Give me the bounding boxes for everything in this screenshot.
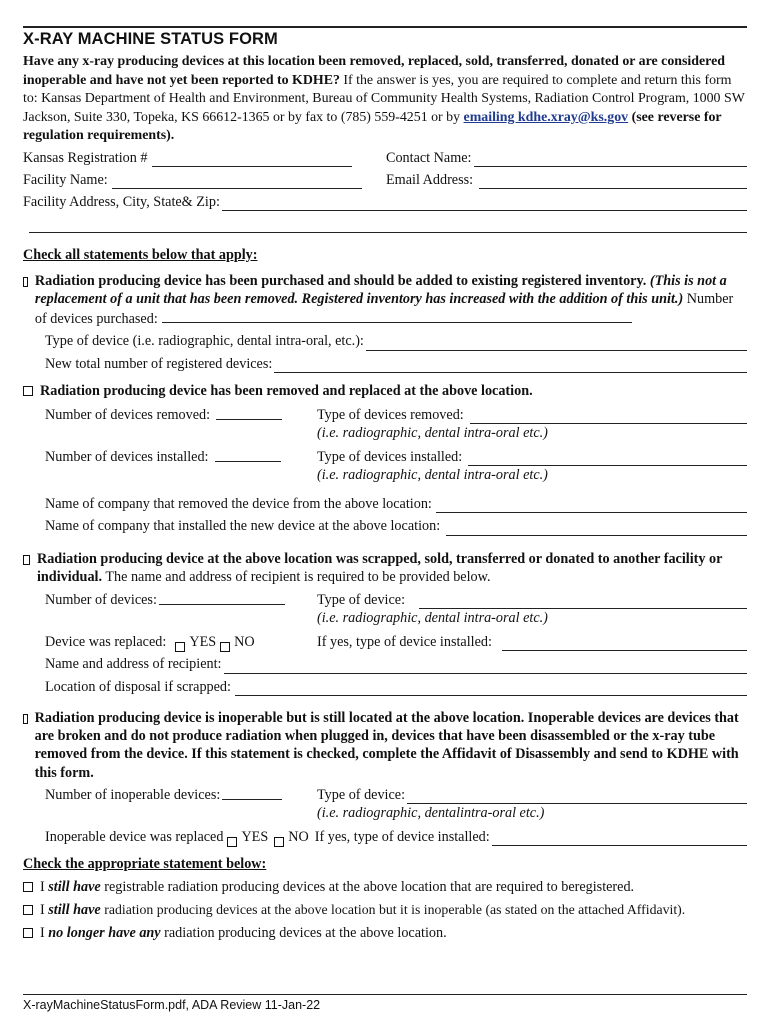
type-installed-label: Type of devices installed: [317, 448, 463, 465]
title-bar [23, 26, 747, 49]
inop-no-label: NO [288, 829, 309, 846]
check-all-heading: Check all statements below that apply: [23, 246, 258, 263]
statement-1-emph: still have [48, 879, 101, 896]
statement-2-checkbox[interactable] [23, 905, 33, 915]
inop-type-label: Type of device: [317, 786, 406, 803]
statement-2 [23, 902, 747, 919]
total-field[interactable] [274, 359, 747, 373]
num-removed-label: Number of devices removed: [45, 406, 211, 423]
inop-yes-checkbox[interactable] [227, 837, 237, 847]
type-removed-field[interactable] [470, 410, 747, 424]
purchased-type-field[interactable] [366, 337, 747, 351]
num-removed-field[interactable] [216, 406, 282, 420]
statement-1 [23, 879, 747, 896]
statement-3-checkbox[interactable] [23, 928, 33, 938]
intro-paragraph [23, 53, 747, 146]
address-row-2 [23, 219, 747, 233]
check-one-heading: Check the appropriate statement below: [23, 856, 267, 873]
address-row [23, 194, 747, 211]
co-removed-field[interactable] [436, 499, 747, 513]
registration-label: Kansas Registration # [23, 149, 148, 166]
disposal-field[interactable] [235, 682, 747, 696]
inop-replaced-label: Inoperable device was replaced [45, 829, 224, 846]
type-removed-hint: (i.e. radiographic, dental intra-oral etc.) [317, 425, 548, 442]
recipient-field[interactable] [224, 660, 748, 674]
total-label: New total number of registered devices: [45, 355, 273, 372]
co-installed-field[interactable] [446, 522, 747, 536]
transferred-note: The name and address of recipient is required to be provided below. [105, 569, 491, 586]
disposal-label: Location of disposal if scrapped: [45, 678, 231, 695]
type-installed-field[interactable] [468, 452, 747, 466]
inop-type-hint: (i.e. radiographic, dentalintra-oral etc.) [317, 805, 545, 822]
inop-type-field[interactable] [407, 790, 747, 804]
reverse-note: (see reverse for regulation requirements). [23, 109, 722, 144]
inop-ifyes-label: If yes, type of device installed: [314, 829, 490, 846]
inop-yes-label: YES [241, 829, 269, 846]
inoperable-text: Radiation producing device is inoperable but is still located at the above location. Inoperable devices are devices that are broken and do not produce radiation when plugged in, devices that have been disassembled or the x-ray tube removed from the device. If this statement is checked, complete the Affidavit of Disassembly and send to KDHE with this form. [34, 710, 739, 781]
replaced-checkbox[interactable] [23, 386, 33, 396]
statement-2-emph: still have [48, 902, 101, 919]
purchased-checkbox[interactable] [23, 277, 28, 287]
inop-ifyes-field[interactable] [492, 832, 747, 846]
inoperable-checkbox[interactable] [23, 714, 28, 724]
registration-row [23, 150, 747, 167]
type-installed-hint: (i.e. radiographic, dental intra-oral etc.) [317, 467, 548, 484]
footer [23, 994, 747, 1012]
statement-1-text: registrable radiation producing devices at the above location that are required to beregistered. [104, 879, 635, 896]
purchased-num-label: Number of devices purchased: [34, 291, 734, 327]
replaced-heading: Radiation producing device has been removed and replaced at the above location. [40, 383, 533, 400]
transfer-type-hint: (i.e. radiographic, dental intra-oral etc.) [317, 609, 548, 626]
num-installed-label: Number of devices installed: [45, 448, 209, 465]
contact-field[interactable] [474, 153, 748, 167]
inop-num-field[interactable] [222, 786, 282, 800]
transfer-num-field[interactable] [159, 591, 285, 605]
statement-3 [23, 925, 747, 942]
registration-field[interactable] [152, 153, 352, 167]
statement-1-checkbox[interactable] [23, 882, 33, 892]
intro-instructions: If the answer is yes, you are required to complete and return this form to: Kansas Department of Health and Environment, Bureau of Community Health Systems, Radiation Control Program, 1000 SW Jackson, Suite 330, Topeka, KS 66612-1365 or by fax to (785) 559-4251 or by [23, 72, 745, 125]
purchased-type-label: Type of device (i.e. radiographic, dental intra-oral, etc.): [45, 333, 364, 350]
co-installed-label: Name of company that installed the new device at the above location: [45, 518, 441, 535]
section-replaced [23, 382, 747, 536]
address-field-2[interactable] [29, 219, 747, 233]
facility-field[interactable] [112, 175, 362, 189]
facility-label: Facility Name: [23, 171, 108, 188]
replaced-yes-label: YES [189, 634, 217, 651]
email-link[interactable]: emailing kdhe.xray@ks.gov [463, 109, 629, 125]
transferred-text: Radiation producing device at the above location was scrapped, sold, transferred or donated to another facility or individual. [36, 550, 723, 586]
purchased-num-field[interactable] [162, 309, 632, 323]
device-replaced-label: Device was replaced: [45, 634, 167, 651]
purchased-text: Radiation producing device has been purchased and should be added to existing registered inventory. [34, 272, 647, 289]
inop-no-checkbox[interactable] [274, 837, 284, 847]
intro-question: Have any x-ray producing devices at this location been removed, replaced, sold, transferred, donated or are considered inoperable and have not yet been reported to KDHE? [23, 54, 725, 88]
recipient-label: Name and address of recipient: [45, 656, 222, 673]
statement-2-pre: I [40, 902, 45, 919]
statement-3-text: radiation producing devices at the above location. [164, 925, 447, 942]
form-page [23, 26, 747, 942]
facility-row [23, 172, 747, 189]
email-field[interactable] [479, 175, 747, 189]
transfer-type-field[interactable] [419, 595, 747, 609]
contact-label: Contact Name: [386, 149, 472, 166]
section-transferred [23, 550, 747, 696]
inop-num-label: Number of inoperable devices: [45, 786, 221, 803]
statement-3-pre: I [40, 925, 45, 942]
statement-1-pre: I [40, 879, 45, 896]
page-title: X-RAY MACHINE STATUS FORM [23, 30, 278, 48]
replaced-yes-checkbox[interactable] [175, 642, 185, 652]
transfer-ifyes-field[interactable] [502, 637, 747, 651]
transfer-ifyes-label: If yes, type of device installed: [317, 634, 492, 651]
statement-3-emph: no longer have any [48, 925, 161, 942]
address-label: Facility Address, City, State& Zip: [23, 193, 220, 210]
replaced-no-label: NO [234, 634, 255, 651]
section-purchased [23, 272, 747, 374]
num-installed-field[interactable] [215, 448, 281, 462]
footer-text: X-rayMachineStatusForm.pdf, ADA Review 11-Jan-22 [23, 998, 321, 1012]
co-removed-label: Name of company that removed the device from the above location: [45, 495, 432, 512]
email-label: Email Address: [386, 171, 474, 188]
purchased-note: (This is not a replacement of a unit that has been removed. Registered inventory has increased with the addition of this unit.) [34, 272, 727, 308]
statement-2-text: radiation producing devices at the above location but it is inoperable (as stated on the attached Affidavit). [104, 902, 686, 918]
type-removed-label: Type of devices removed: [317, 406, 464, 423]
transfer-type-label: Type of device: [317, 591, 406, 608]
section-inoperable [23, 709, 747, 846]
address-field[interactable] [222, 197, 747, 211]
transferred-checkbox[interactable] [23, 555, 30, 565]
transfer-num-label: Number of devices: [45, 591, 157, 608]
replaced-no-checkbox[interactable] [220, 642, 230, 652]
